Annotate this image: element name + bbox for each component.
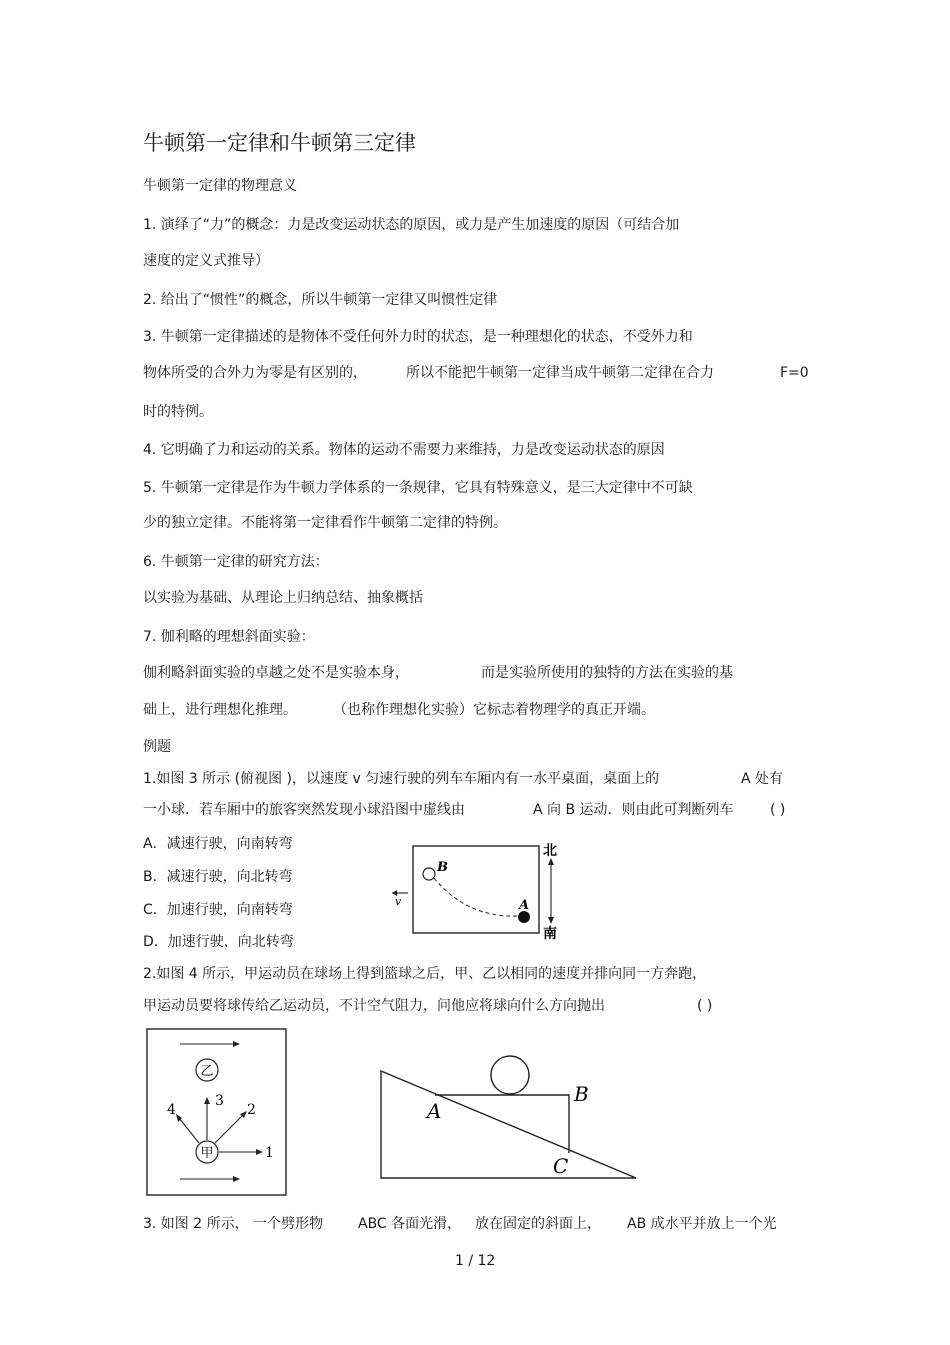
direction-1-label: 1 [265, 1145, 274, 1161]
paragraph-line: 所以不能把牛顿第一定律当成牛顿第二定律在合力 [406, 365, 714, 381]
direction-4-arrow [179, 1118, 199, 1143]
north-arrowhead [548, 858, 554, 865]
q1-option-d: D．加速行驶，向北转弯 [143, 934, 294, 950]
paragraph-line: 物体所受的合外力为零是有区别的， [143, 365, 367, 381]
paragraph-line: 伽利略斜面实验的卓越之处不是实验本身， [143, 665, 409, 681]
q1-line: A 向 B 运动．则由此可判断列车 [533, 802, 734, 818]
player-yi-label: 乙 [200, 1064, 214, 1079]
q1-line: 一小球．若车厢中的旅客突然发现小球沿图中虚线由 [143, 802, 465, 818]
examples-heading: 例题 [143, 739, 171, 755]
smooth-ball [491, 1056, 529, 1094]
label-a: A [427, 1099, 442, 1123]
label-v: v [395, 895, 402, 908]
label-c: C [553, 1154, 569, 1178]
q2-line: 2.如图 4 所示，甲运动员在球场上得到篮球之后，甲、乙以相同的速度并排向同一方奔跑， [143, 966, 707, 982]
q1-option-a: A．减速行驶，向南转弯 [143, 836, 293, 852]
paragraph-line: 而是实验所使用的独特的方法在实验的基 [481, 665, 733, 681]
wedge-abc [435, 1095, 569, 1153]
q3-line: ABC 各面光滑， [358, 1216, 462, 1232]
paragraph-line: 4. 它明确了力和运动的关系。物体的运动不需要力来维持，力是改变运动状态的原因 [143, 442, 665, 458]
page-number: 1 / 12 [455, 1253, 496, 1269]
q2-line: 甲运动员要将球传给乙运动员，不计空气阻力，问他应将球向什么方向抛出 [143, 998, 605, 1014]
q3-line: 放在固定的斜面上， [475, 1216, 601, 1232]
q1-line: A 处有 [741, 771, 784, 787]
q1-line: 1.如图 3 所示 (俯视图 )，以速度 v 匀速行驶的列车车厢内有一水平桌面，桌面上的 [143, 771, 660, 787]
paragraph-line: 速度的定义式推导） [143, 253, 269, 269]
label-b: B [574, 1082, 589, 1106]
paragraph-line: 6. 牛顿第一定律的研究方法： [143, 554, 329, 570]
south-arrowhead [548, 917, 554, 924]
direction-2-arrow [215, 1114, 244, 1143]
direction-4-label: 4 [167, 1102, 176, 1118]
q1-option-c: C．加速行驶，向南转弯 [143, 902, 293, 918]
paragraph-line: 时的特例。 [143, 404, 213, 420]
q1-answer-blank: ( ) [770, 802, 786, 818]
dashed-trajectory [434, 878, 518, 916]
paragraph-line: 以实验为基础、从理论上归纳总结、抽象概括 [143, 590, 423, 606]
q3-line: 3. 如图 2 所示， 一个劈形物 [143, 1216, 324, 1232]
paragraph-line: 3. 牛顿第一定律描述的是物体不受任何外力时的状态，是一种理想化的状态，不受外力和 [143, 329, 693, 345]
player-jia-label: 甲 [200, 1146, 214, 1161]
page-title: 牛顿第一定律和牛顿第三定律 [143, 131, 416, 155]
label-north: 北 [543, 843, 557, 859]
q1-option-b: B．减速行驶，向北转弯 [143, 869, 293, 885]
label-b: B [437, 860, 448, 875]
section-heading: 牛顿第一定律的物理意义 [143, 178, 297, 194]
q3-figure [375, 1050, 645, 1185]
paragraph-line: 少的独立定律。不能将第一定律看作牛顿第二定律的特例。 [143, 515, 507, 531]
paragraph-line: 7. 伽利略的理想斜面实验： [143, 629, 315, 645]
label-south: 南 [543, 926, 557, 942]
q2-answer-blank: ( ) [697, 998, 713, 1014]
paragraph-line: 础上，进行理想化推理。 [143, 702, 297, 718]
q3-line: AB 成水平并放上一个光 [627, 1216, 777, 1232]
paragraph-line: 5. 牛顿第一定律是作为牛顿力学体系的一条规律，它具有特殊意义，是三大定律中不可缺 [143, 480, 693, 496]
position-b-circle [423, 868, 435, 880]
q2-figure [145, 1027, 290, 1199]
paragraph-line: （也称作理想化实验）它标志着物理学的真正开端。 [333, 702, 655, 718]
paragraph-line: 1. 演绎了“力”的概念：力是改变运动状态的原因，或力是产生加速度的原因（可结合加 [143, 217, 680, 233]
label-a: A [519, 898, 530, 913]
q1-figure [385, 838, 575, 943]
direction-2-label: 2 [247, 1102, 256, 1118]
paragraph-line: F=0 [780, 365, 809, 381]
direction-3-label: 3 [215, 1093, 224, 1109]
paragraph-line: 2. 给出了“惯性”的概念，所以牛顿第一定律又叫惯性定律 [143, 292, 498, 308]
